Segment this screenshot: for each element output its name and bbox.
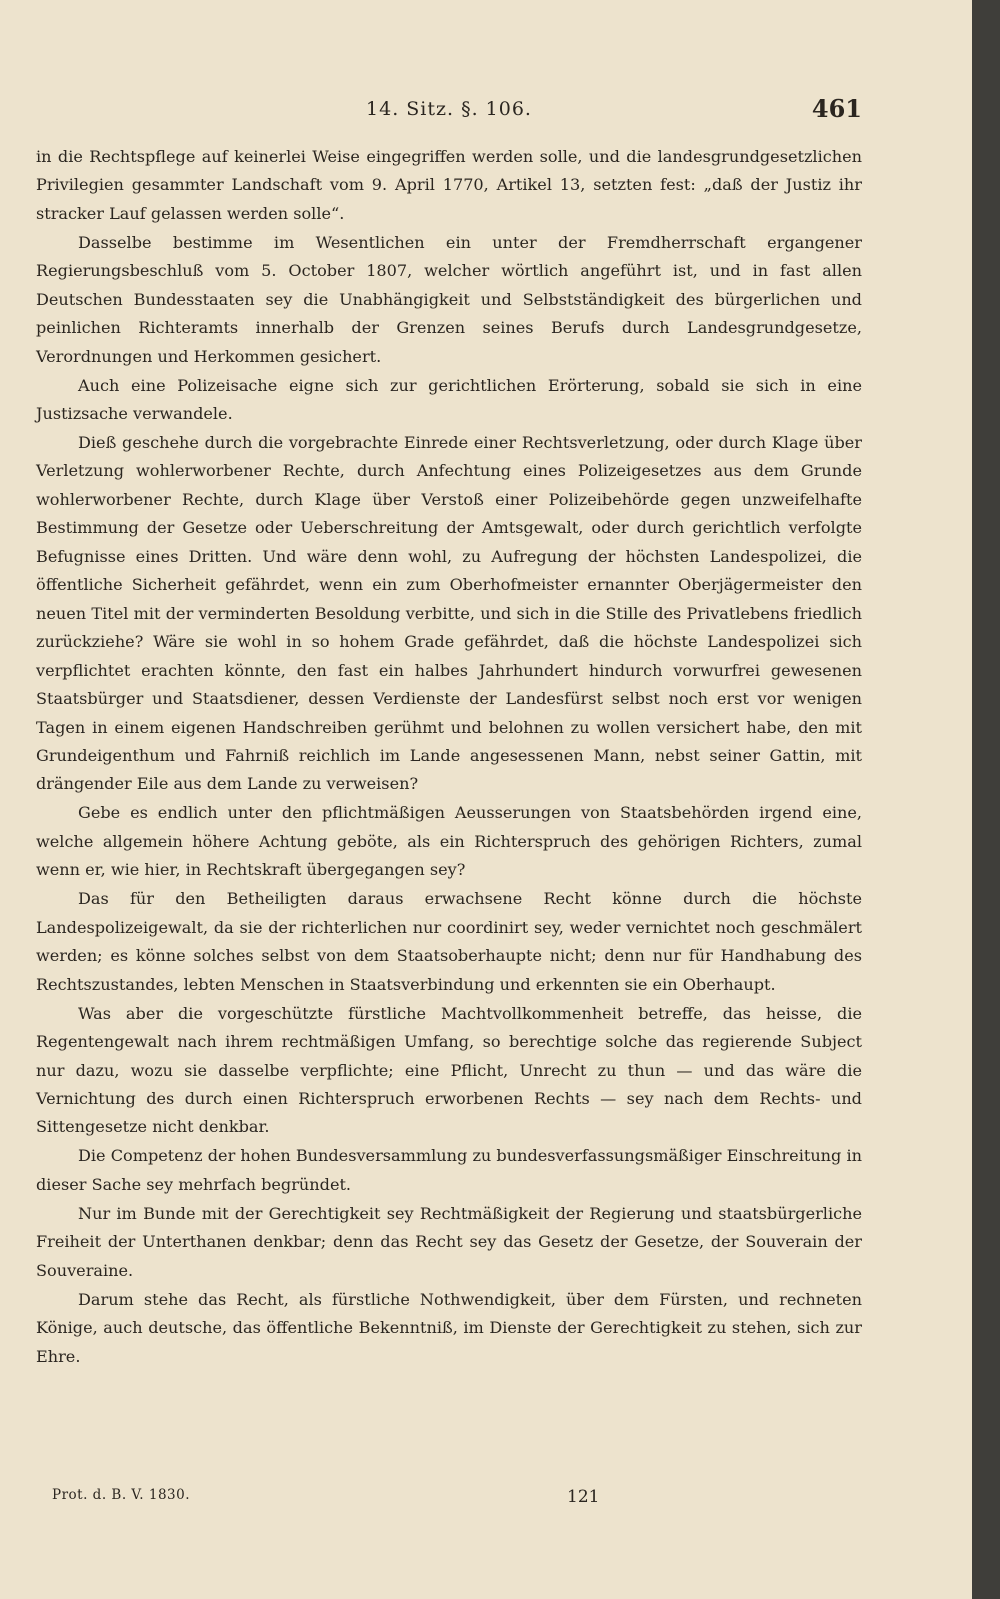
paragraph: Was aber die vorgeschützte fürstliche Machtvollkommenheit betreffe, das heisse, die Regentengewalt nach ihrem rechtmäßigen Umfang, so berechtige solche das regierende Subject nur dazu, wozu sie dasselbe verpflichte; eine Pflicht, Unrecht zu thun — und das wäre die Vernichtung des durch einen Richterspruch erworbenen Rechts — sey nach dem Rechts- und Sittengesetze nicht denkbar. — [36, 1003, 862, 1137]
page-header — [36, 94, 862, 128]
paragraph: in die Rechtspflege auf keinerlei Weise eingegriffen werden solle, und die landesgrundgesetzlichen Privilegien gesammter Landschaft vom 9. April 1770, Artikel 13, setzten fest: „daß der Justiz ihr stracker Lauf gelassen werden solle“. — [36, 147, 862, 223]
paragraph: Das für den Betheiligten daraus erwachsene Recht könne durch die höchste Landespolizeigewalt, da sie der richterlichen nur coordinirt sey, weder vernichtet noch geschmälert werden; es könne solches selbst von dem Staatsoberhaupte nicht; denn nur für Handhabung des Rechtszustandes, lebten Menschen in Staatsverbindung und erkennten sie ein Oberhaupt. — [36, 889, 862, 994]
paragraph: Gebe es endlich unter den pflichtmäßigen Aeusserungen von Staatsbehörden irgend eine, welche allgemein höhere Achtung geböte, als ein Richterspruch des gehörigen Richters, zumal wenn er, wie hier, in Rechtskraft übergegangen sey? — [36, 803, 862, 880]
paragraph: Darum stehe das Recht, als fürstliche Nothwendigkeit, über dem Fürsten, und rechneten Könige, auch deutsche, das öffentliche Bekenntniß, im Dienste der Gerechtigkeit zu stehen, sich zur Ehre. — [36, 1289, 862, 1366]
paragraph: Dasselbe bestimme im Wesentlichen ein unter der Fremdherrschaft ergangener Regierungsbeschluß vom 5. October 1807, welcher wörtlich angeführt ist, und in fast allen Deutschen Bundesstaaten sey die Unabhängigkeit und Selbstständigkeit des bürgerlichen und peinlichen Richteramts innerhalb der Grenzen seines Berufs durch Landesgrundgesetze, Verordnungen und Herkommen gesichert. — [36, 232, 862, 366]
page-number: 461 — [811, 94, 862, 123]
running-head: 14. Sitz. §. 106. — [366, 98, 532, 120]
paragraph: Die Competenz der hohen Bundesversammlung zu bundesverfassungsmäßiger Einschreitung in dieser Sache sey mehrfach begründet. — [36, 1146, 862, 1194]
paragraph: Nur im Bunde mit der Gerechtigkeit sey Rechtmäßigkeit der Regierung und staatsbürgerliche Freiheit der Unterthanen denkbar; denn das Recht sey das Gesetz der Gesetze, der Souverain der Souveraine. — [36, 1203, 862, 1280]
signature-mark: 121 — [567, 1487, 600, 1507]
page-footer — [52, 1487, 852, 1511]
scan-edge — [972, 0, 1000, 1599]
paragraph: Dieß geschehe durch die vorgebrachte Einrede einer Rechtsverletzung, oder durch Klage über Verletzung wohlerworbener Rechte, durch Anfechtung eines Polizeigesetzes aus dem Grunde wohlerworbener Rechte, durch Klage über Verstoß einer Polizeibehörde gegen unzweifelhafte Bestimmung der Gesetze oder Ueberschreitung der Amtsgewalt, oder durch gerichtlich verfolgte Befugnisse eines Dritten. Und wäre denn wohl, zu Aufregung der höchsten Landespolizei, die öffentliche Sicherheit gefährdet, wenn ein zum Oberhofmeister ernannter Oberjägermeister den neuen Titel mit der verminderten Besoldung verbitte, und sich in die Stille des Privatlebens friedlich zurückziehe? Wäre sie wohl in so hohem Grade gefährdet, daß die höchste Landespolizei sich verpflichtet erachten könnte, den fast ein halbes Jahrhundert hindurch vorwurfrei gewesenen Staatsbürger und Staatsdiener, dessen Verdienste der Landesfürst selbst noch erst vor wenigen Tagen in einem eigenen Handschreiben gerühmt und belohnen zu wollen versichert habe, den mit Grundeigenthum und Fahrniß reichlich im Lande angesessenen Mann, nebst seiner Gattin, mit drängender Eile aus dem Lande zu verweisen? — [36, 433, 862, 794]
paragraph: Auch eine Polizeisache eigne sich zur gerichtlichen Erörterung, sobald sie sich in eine Justizsache verwandele. — [36, 375, 862, 424]
footer-note: Prot. d. B. V. 1830. — [52, 1487, 191, 1503]
body-text — [36, 143, 862, 1371]
